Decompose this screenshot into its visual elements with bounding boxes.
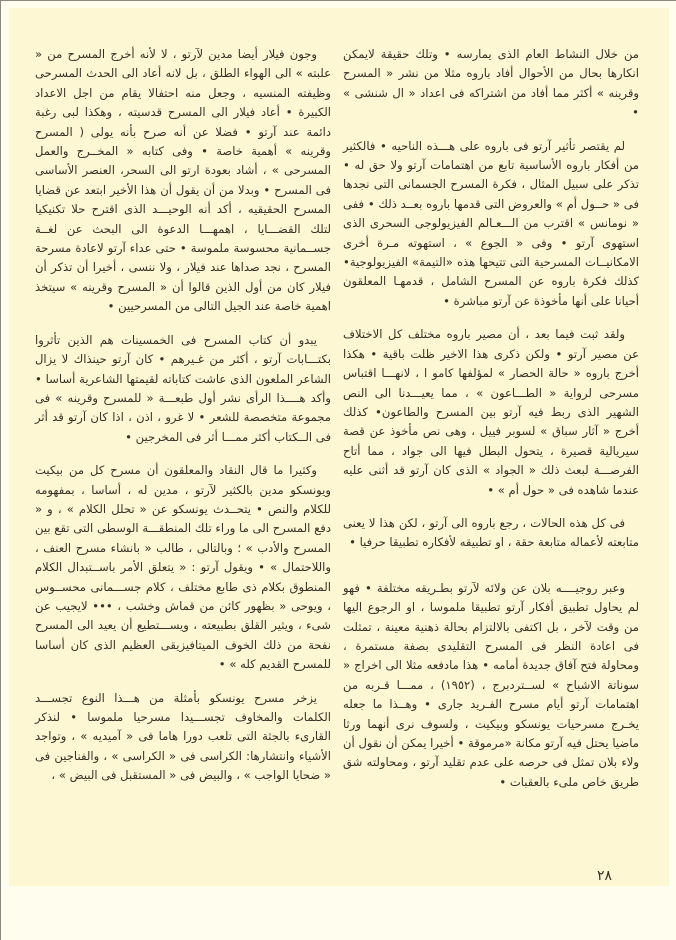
paragraph: فى كل هذه الحالات ، رجع باروه الى آرتو ، لكن هذا لا يعنى متابعته لأعماله متابعة حقة ، او تطبيقه لأفكاره تطبيقا حرفيا •: [343, 515, 639, 550]
paragraph: يزخر مسرح يونسكو بأمثلة من هـــذا النوع تجســـد الكلمات والمخاوف تجســـيدا مسرحيا ملموسا • لنذكر القارىء بالجثة التى تلعب دورا هاما فى « آميديه » ، وتواجد الأشياء وانتشارها: الكراسى فى « الكراسى » ، والفناجين فى « ضحايا الواجب » ، والبيض فى « المستقبل فى البيض » ،: [35, 690, 331, 783]
page-number: ٢٨: [597, 868, 613, 884]
paragraph: ولقد ثبت فيما بعد ، أن مصير باروه مختلف كل الاختلاف عن مصير آرتو • ولكن ذكرى هذا الاخير ظلت باقية • هكذا أخرج باروه « حالة الحصار » لمؤلفها كامو ا ، لانهـــا اقتباس مسرحى لرواية « الطـــاعون » ، مما يعيـــدنا الى النص الشهير الذى ربط فيه آرتو بين المسرح والطاعون• كذلك أخرج « آثار سباق » لسوبر فييل ، وهى نص مأخوذ عن قصة سيريالية قصيرة ، يتحول البطل فيها الى جواد ، مما أتاح الفرصـــة لبعث ذلك « الجواد » الذى كان آرتو قد أثنى عليه عندما شاهده فى « حول أم » •: [343, 327, 639, 497]
paragraph: وعبر روجيــــه بلان عن ولائه لآرتو بطـريقه مختلفة • فهو لم يحاول تطبيق أفكار آرتو تطبيقا ملموسا ، او الرجوع اليها من وقت لآخر ، بل اكتفى بالالتزام بحالة ذهنية معينة ، تمثلت فى اعادة النظر فى المسرح التقليدى بصفة مستمرة ، ومحاولة فتح آفاق جديدة أمامه • هذا مادفعه مثلا الى اخراج « سوناتة الاشباح » لســتردبرج ، (١٩٥٢) ، ممـــا قـربه من اهتمامات آرتو أيام مسرح الفـريد جارى • وهــذا ما جعله يخـرج مسرحيات يونسكو وبيكيت ، ولسوف نرى أنهما ورثا ماضيا يحتل فيه آرتو مكانة «مرموقة • أخيرا يمكن أن نقول أن ولاء بلان تمثل فى حرصه على عدم تقليد آرتو ، ومحاولته شق طريق خاص ملىء بالعقبات •: [343, 580, 639, 789]
paragraph: من خلال النشاط العام الذى يمارسه • وتلك حقيقة لايمكن انكارها بحال من الأحوال أفاد باروه مثلا من نشر « المسرح وقرينه » أكثر مما أفاد من اشتراكه فى اعداد « ال شنشى » •: [343, 47, 639, 120]
left-column: [35, 45, 331, 800]
paragraph: وجون فيلار أيضا مدين لآرتو ، لا لأنه أخرج المسرح من « علبته » الى الهواء الطلق ، بل لانه أعاد الى الحدث المسرحى وظيفته المنسيه ، وجعل منه احتفالا يقام من اجل الاعداد الكبيرة • أعاد فيلار الى المسرح قدسيته ، وهكذا لبى رغبة دائمة عند آرتو • فضلا عن أنه صرح بأنه يولى ( المسرح وقرينه » أهمية خاصة • وفى كتابه « المخــرج والعمل المسرحى » ، أشاد بعودة ارتو الى السحر، العنصر الأساسى فى المسرح • وبدلا من أن يقول أن هذا الأخير ابتعد عن قضايا المسرح الحقيقيه ، أكد أنه الوحيـــد الذى اقترح حلا تكنيكيا لتلك القضـــايا ، اهمهـــا الدعوة الى البحث عن لغــة جســمانية محسوسة ملموسة • حتى عداء آرتو لاعادة مسرحة المسرح ، نجد صداها عند فيلار ، ولا ننسى ، أخيرا أن تذكر أن فيلار كان من أول الذين قالوا أن « المسرح وقرينه » سيتخذ اهمية خاصة عند الجيل التالى من المسرحيين •: [35, 47, 331, 314]
paragraph: يبدو أن كتاب المسرح فى الخمسينات هم الذين تأثروا بكتـــابات آرتو ، أكثر من غـيرهم • كان آرتو حينذاك لا يزال الشاعر الملعون الذى عاشت كتاباته لقيمتها الشاعرية أساسا • وأكد هــــذا الرأى نشر أول طبعـــة « للمسرح وقرينه » فى مجموعة متخصصة للشعر • لا غرو ، اذن ، اذا كان آرتو قد أثر فى الــكتاب أكثر ممـــا أثر فى المخرجين •: [35, 332, 331, 444]
right-column: [343, 45, 639, 806]
paragraph: لم يقتصر تأثير آرتو فى باروه على هـــذه الناحيه • فالكثير من أفكار باروه الأساسية تابع من اهتمامات آرتو ولا حق له • تذكر على سبيل المثال ، فكرة المسرح الجسمانى التى نجدها فى « حــول أم » والعروض التى قدمها باروه بعــد ذلك • ففى « نومانس » اقترب من الـــعـالم الفيزيولوجى السحرى الذى استهوى آرتو • وفى « الجوع » ، استهوته مـرة أخرى الامكانيــات المسرحية التى تتيحها هذه «التيمة» الفيزيولوجية• كذلك فكرة باروه عن المسرح الشامل ، قدمهـا المعلقون أحيانا على أنها مأخوذة عن آرتو مباشرة •: [343, 138, 639, 308]
paragraph: وكثيرا ما قال النقاد والمعلقون أن مسرح كل من بيكيت ويونسكو مدين بالكثير لآرتو ، مدين له ، أساسا ، بمفهومه للكلام والنص • يتحــدث يونسكو عن « تحلل الكلام » ، و « دفع المسرح الى ما وراء تلك المنطقـــة الوسطى التى تقع بين المسرح والأدب » ؛ وبالتالى ، طالب « بانشاء مسرح العنف ، واللاحتمال » • ويقول آرتو : « يتعلق الأمر باســتبدال الكلام المنطوق بكلام ذى طابع مختلف ، كلام جســـمانى محســوس ، ويوحى « بظهور كائن من قماش وخشب ، ••• لايجيب عن شىء ، ويثير القلق بطبيعته ، ويســـتطيع أن يعيد الى المسرح نفحة من ذلك الخوف الميتافيزيقى العظيم الذى كان أساسا للمسرح القديم كله » •: [35, 463, 331, 672]
